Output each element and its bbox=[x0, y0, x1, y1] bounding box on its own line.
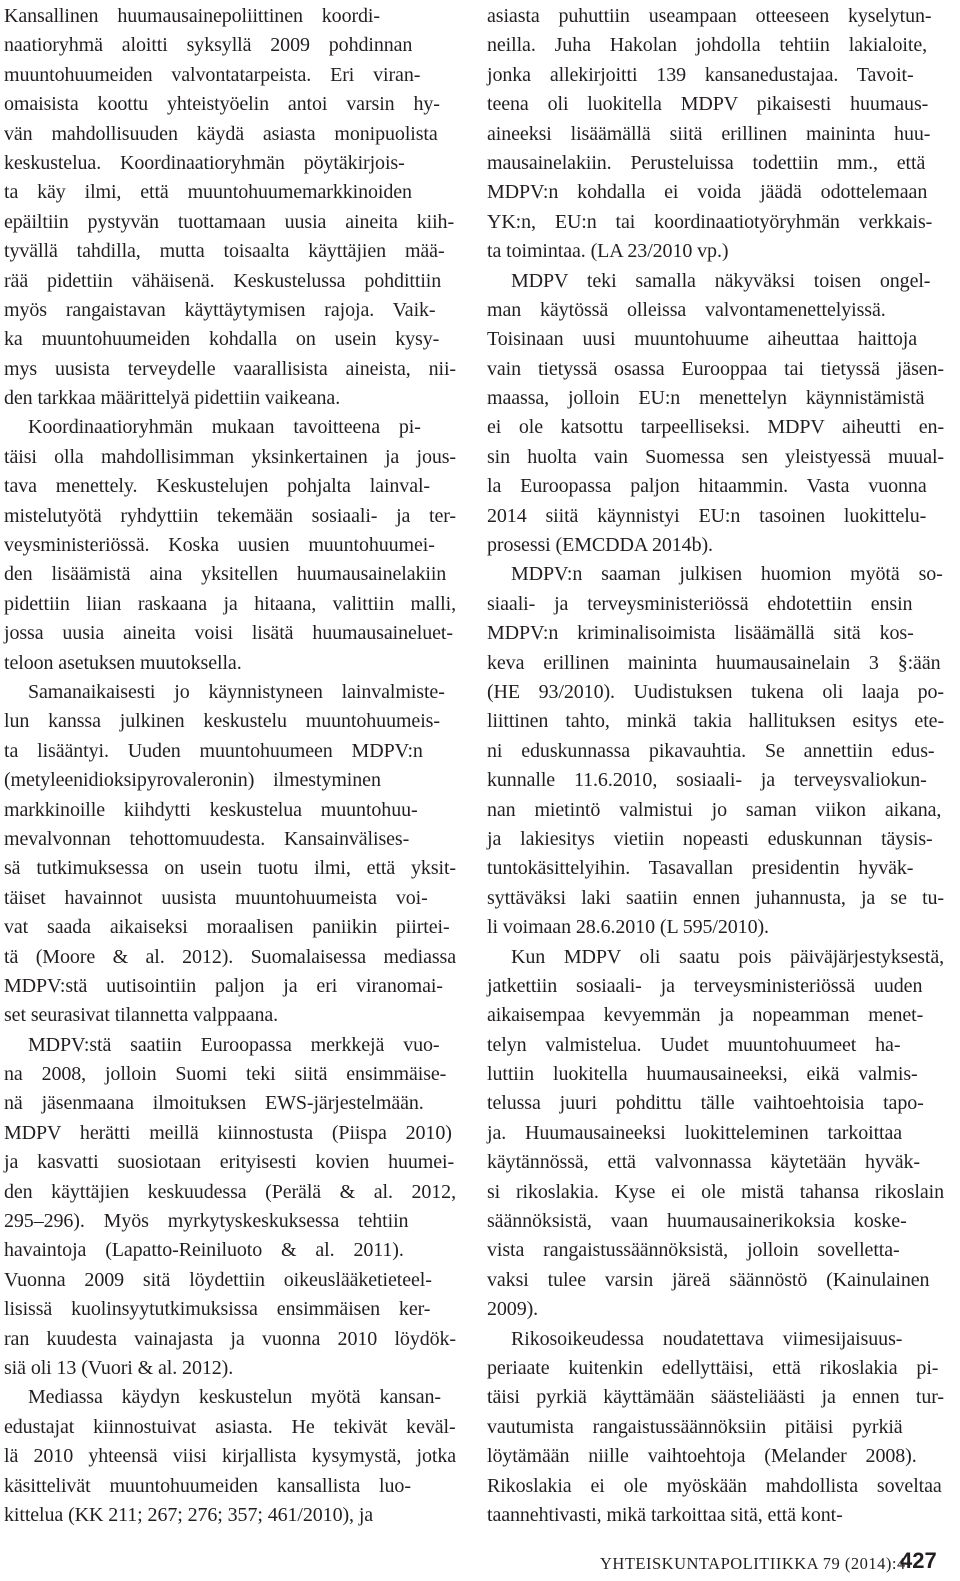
text-line: lun kanssa julkinen keskustelu muuntohuumeis- bbox=[4, 710, 440, 733]
text-line: käsittelivät muuntohuumeiden kansallista luo- bbox=[4, 1474, 411, 1497]
text-line: teloon asetuksen muutoksella. bbox=[4, 651, 242, 674]
text-line: MDPV:stä uutisointiin paljon ja eri viranomai- bbox=[4, 974, 443, 997]
text-line: sä tutkimuksessa on usein tuotu ilmi, että yksit- bbox=[4, 857, 456, 880]
text-line: nan mietintö valmistui jo saman viikon aikana, bbox=[487, 798, 942, 821]
text-line: vaksi tulee varsin järeä säännöstö (Kainulainen bbox=[487, 1268, 930, 1291]
text-line: 2014 siitä käynnistyi EU:n tasoinen luokittelu- bbox=[487, 504, 927, 527]
text-line: luttiin luokitella huumausaineeksi, eikä valmis- bbox=[487, 1063, 918, 1086]
text-line: mys uusista terveydelle vaarallisista aineista, nii- bbox=[4, 357, 456, 380]
text-line: markkinoille kiihdytti keskustelua muuntohuu- bbox=[4, 798, 418, 821]
text-line: jossa uusia aineita voisi lisätä huumausaineluet- bbox=[4, 622, 453, 645]
text-line: mistelutyötä ryhdyttiin tekemään sosiaali- ja ter- bbox=[4, 504, 456, 527]
text-line: man käytössä olleissa valvontamenettelyissä. bbox=[487, 298, 886, 321]
left-text-column bbox=[4, 2, 456, 1530]
text-line: veysministeriössä. Koska uusien muuntohuumei- bbox=[4, 534, 435, 557]
text-line: aikaisempaa kevyemmän ja nopeamman menet- bbox=[487, 1004, 924, 1027]
text-line: edustajat kiinnostuivat asiasta. He tekivät keväl- bbox=[4, 1415, 456, 1438]
text-line: tyvällä tahdilla, mutta toisaalta käyttäjien mää- bbox=[4, 240, 445, 263]
text-line: ja. Huumausaineeksi luokitteleminen tarkoittaa bbox=[487, 1121, 903, 1144]
text-line: jonka allekirjoitti 139 kansanedustajaa. Tavoit- bbox=[487, 63, 914, 86]
text-line: teena oli luokitella MDPV pikaisesti huumaus- bbox=[487, 93, 929, 116]
text-line: pidettiin liian raskaana ja hitaana, valittiin malli, bbox=[4, 592, 456, 615]
text-line: la Euroopassa paljon hitaammin. Vasta vuonna bbox=[487, 475, 927, 498]
text-line: ei ole katsottu tarpeelliseksi. MDPV aiheutti en- bbox=[487, 416, 944, 439]
text-line: kittelua (KK 211; 267; 276; 357; 461/2010), ja bbox=[4, 1503, 374, 1526]
text-line: ja kasvatti suosiotaan erityisesti kovien huumei- bbox=[4, 1151, 455, 1174]
journal-title: YHTEISKUNTAPOLITIIKKA 79 (2014):4 bbox=[600, 1554, 906, 1573]
text-line: ta käy ilmi, että muuntohuumemarkkinoiden bbox=[4, 181, 412, 204]
text-line: ni eduskunnassa pikavauhtia. Se annettiin edus- bbox=[487, 739, 935, 762]
text-line: siaali- ja terveysministeriössä ehdotettiin ensin bbox=[487, 592, 913, 615]
text-line: Kun MDPV oli saatu pois päiväjärjestyksestä, bbox=[511, 945, 944, 968]
text-line: ta lisääntyi. Uuden muuntohuumeen MDPV:n bbox=[4, 739, 423, 762]
text-line: MDPV:n kriminalisoimista lisäämällä sitä kos- bbox=[487, 622, 914, 645]
text-line: löytämään niille vaihtoehtoja (Melander 2008). bbox=[487, 1445, 917, 1468]
text-line: Kansallinen huumausainepoliittinen koordi- bbox=[4, 5, 380, 27]
text-line: ta toimintaa. (LA 23/2010 vp.) bbox=[487, 240, 729, 263]
text-line: rää pidettiin vähäisenä. Keskustelussa pohdittiin bbox=[4, 269, 442, 292]
text-line: vän mahdollisuuden käydä asiasta monipuolista bbox=[4, 122, 438, 145]
text-line: taannehtivasti, mikä tarkoittaa sitä, että kont- bbox=[487, 1503, 843, 1526]
text-line: Samanaikaisesti jo käynnistyneen lainvalmiste- bbox=[28, 680, 445, 703]
text-line: sin huolta vain Suomessa sen yleistyessä muual- bbox=[487, 445, 944, 468]
text-line: nä jäsenmaana ilmoituksen EWS-järjestelmään. bbox=[4, 1092, 424, 1115]
text-line: muuntohuumeiden valvontatarpeista. Eri viran- bbox=[4, 63, 421, 86]
text-line: lisissä kuolinsyytutkimuksissa ensimmäisen ker- bbox=[4, 1298, 431, 1321]
right-text-column bbox=[487, 2, 944, 1530]
text-line: omaisista koottu yhteistyöelin antoi varsin hy- bbox=[4, 93, 440, 116]
text-line: täisi pyrkiä käyttämään säästeliäästi ja ennen tur- bbox=[487, 1386, 944, 1409]
text-line: mausainelakiin. Perusteluissa todettiin mm., että bbox=[487, 151, 926, 174]
text-line: den tarkkaa määrittelyä pidettiin vaikeana. bbox=[4, 387, 341, 410]
text-line: vain tietyssä osassa Eurooppaa tai tietyssä jäsen- bbox=[487, 357, 944, 380]
text-line: Rikoslakia ei ole myöskään mahdollista soveltaa bbox=[487, 1474, 942, 1497]
text-line: kunnalle 11.6.2010, sosiaali- ja terveysvaliokun- bbox=[487, 769, 927, 792]
text-line: naatioryhmä aloitti syksyllä 2009 pohdinnan bbox=[4, 34, 413, 57]
text-line: epäiltiin pystyvän tuottamaan uusia aineita kiih- bbox=[4, 210, 455, 233]
text-line: siä oli 13 (Vuori & al. 2012). bbox=[4, 1356, 234, 1379]
text-line: käytännössä, että valvonnassa käytetään hyväk- bbox=[487, 1151, 920, 1174]
text-line: telyn valmistelua. Uudet muuntohuumeet ha- bbox=[487, 1033, 901, 1056]
text-line: (HE 93/2010). Uudistuksen tukena oli laaja po- bbox=[487, 680, 944, 703]
text-line: asiasta puhuttiin useampaan otteeseen kyselytun- bbox=[487, 5, 932, 27]
text-line: MDPV teki samalla näkyväksi toisen ongel- bbox=[511, 269, 931, 292]
text-line: ka muuntohuumeiden kohdalla on usein kysy- bbox=[4, 328, 440, 351]
text-line: vat saada aikaiseksi moraalisen paniikin piirtei- bbox=[4, 916, 450, 939]
text-line: Vuonna 2009 sitä löydettiin oikeuslääketieteel- bbox=[4, 1268, 432, 1291]
text-line: si rikoslakia. Kyse ei ole mistä tahansa rikoslain bbox=[487, 1180, 944, 1203]
text-line: lä 2010 yhteensä viisi kirjallista kysymystä, jotka bbox=[4, 1445, 456, 1468]
text-line: den lisäämistä aina yksitellen huumausainelakiin bbox=[4, 563, 447, 586]
text-line: set seurasivat tilannetta valppaana. bbox=[4, 1004, 279, 1027]
text-line: Mediassa käydyn keskustelun myötä kansan- bbox=[28, 1386, 441, 1409]
text-line: tä (Moore & al. 2012). Suomalaisessa mediassa bbox=[4, 945, 456, 968]
text-line: keva erillinen maininta huumausainelain 3 §:ään bbox=[487, 651, 941, 674]
text-line: 2009). bbox=[487, 1298, 539, 1321]
text-line: den käyttäjien keskuudessa (Perälä & al. 2012, bbox=[4, 1180, 456, 1203]
text-line: MDPV:n saaman julkisen huomion myötä so- bbox=[511, 563, 943, 586]
text-line: tuntokäsittelyihin. Tasavallan presidentin hyväk- bbox=[487, 857, 914, 880]
text-line: myös rangaistavan käyttäytymisen rajoja. Vaik- bbox=[4, 298, 436, 321]
text-line: ran kuudesta vainajasta ja vuonna 2010 löydök- bbox=[4, 1327, 456, 1350]
text-line: ja lakiesitys vietiin nopeasti eduskunnan täysis- bbox=[487, 827, 933, 850]
text-line: Toisinaan uusi muuntohuume aiheuttaa haittoja bbox=[487, 328, 918, 351]
text-line: jatkettiin sosiaali- ja terveysministeriössä uuden bbox=[487, 974, 923, 997]
text-line: prosessi (EMCDDA 2014b). bbox=[487, 534, 713, 557]
text-line: Rikosoikeudessa noudatettava viimesijaisuus- bbox=[511, 1327, 903, 1350]
text-line: na 2008, jolloin Suomi teki siitä ensimmäise- bbox=[4, 1063, 447, 1086]
text-line: periaate kuitenkin edellyttäisi, että rikoslakia pi- bbox=[487, 1356, 939, 1379]
text-line: vautumista rangaistussäännöksiin pitäisi pyrkiä bbox=[487, 1415, 903, 1438]
text-line: li voimaan 28.6.2010 (L 595/2010). bbox=[487, 916, 769, 939]
text-line: telussa juuri pohdittu tälle vaihtoehtoisia tapo- bbox=[487, 1092, 924, 1115]
text-line: säännöksistä, vaan huumausainerikoksia koske- bbox=[487, 1210, 907, 1233]
text-line: MDPV:stä saatiin Euroopassa merkkejä vuo- bbox=[28, 1033, 440, 1056]
page-number: 427 bbox=[900, 1548, 937, 1573]
text-line: neilla. Juha Hakolan johdolla tehtiin lakialoite, bbox=[487, 34, 928, 57]
text-line: MDPV herätti meillä kiinnostusta (Piispa 2010) bbox=[4, 1121, 452, 1144]
text-line: havaintoja (Lapatto-Reiniluoto & al. 2011). bbox=[4, 1239, 404, 1262]
text-line: mevalvonnan tehottomuudesta. Kansainvälises- bbox=[4, 827, 410, 850]
text-line: 295–296). Myös myrkytyskeskuksessa tehtiin bbox=[4, 1210, 409, 1233]
text-line: syttäväksi laki saatiin ennen juhannusta, ja se tu- bbox=[487, 886, 944, 909]
text-line: (metyleenidioksipyrovaleronin) ilmestyminen bbox=[4, 769, 381, 792]
text-line: YK:n, EU:n tai koordinaatiotyöryhmän verkkais- bbox=[487, 210, 933, 233]
text-line: maassa, jolloin EU:n menettelyn käynnistämistä bbox=[487, 387, 925, 410]
text-line: keskustelua. Koordinaatioryhmän pöytäkirjois- bbox=[4, 151, 405, 174]
text-line: tava menettely. Keskustelujen pohjalta lainval- bbox=[4, 475, 430, 498]
text-line: MDPV:n kohdalla ei voida jäädä odottelemaan bbox=[487, 181, 928, 204]
text-line: Koordinaatioryhmän mukaan tavoitteena pi- bbox=[28, 416, 421, 439]
page-footer bbox=[600, 1548, 960, 1576]
text-line: liittinen tahto, minkä takia hallituksen esitys ete- bbox=[487, 710, 944, 733]
text-line: vista rangaistussäännöksistä, jolloin sovelletta- bbox=[487, 1239, 900, 1262]
text-line: aineeksi lisäämällä siitä erillinen maininta huu- bbox=[487, 122, 931, 145]
text-line: täisi olla mahdollisimman yksinkertainen ja jous- bbox=[4, 445, 456, 468]
text-line: täiset havainnot uusista muuntohuumeista voi- bbox=[4, 886, 428, 909]
